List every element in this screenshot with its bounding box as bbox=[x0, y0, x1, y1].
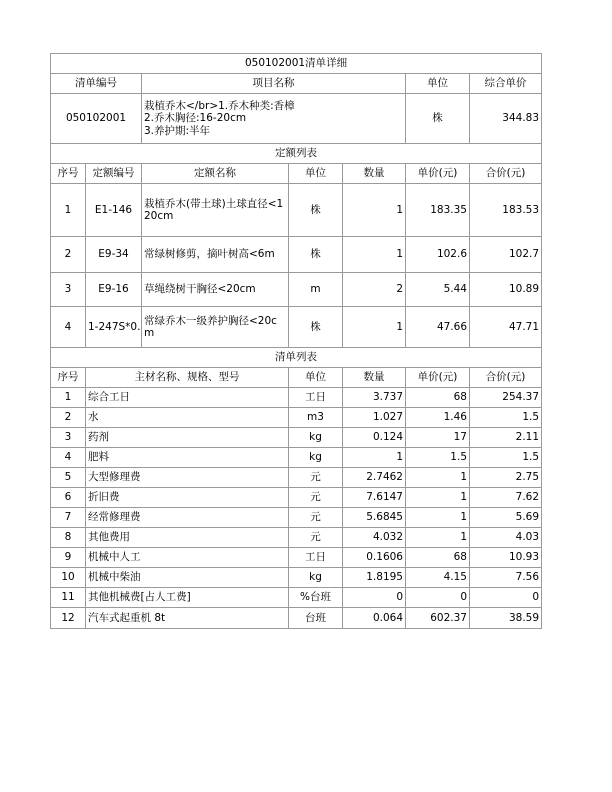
quota-no: 1 bbox=[51, 184, 86, 237]
material-name: 汽车式起重机 8t bbox=[86, 608, 289, 629]
quota-header-cell: 数量 bbox=[343, 164, 406, 184]
material-unit: m3 bbox=[289, 408, 343, 428]
quota-price: 5.44 bbox=[406, 273, 470, 307]
price-header: 综合单价 bbox=[470, 74, 542, 94]
material-no: 3 bbox=[51, 428, 86, 448]
material-name: 肥料 bbox=[86, 448, 289, 468]
quota-header-cell: 合价(元) bbox=[470, 164, 542, 184]
material-price: 1 bbox=[406, 528, 470, 548]
material-total: 1.5 bbox=[470, 408, 542, 428]
quota-header-cell: 单价(元) bbox=[406, 164, 470, 184]
material-no: 5 bbox=[51, 468, 86, 488]
material-header-row bbox=[51, 368, 542, 388]
quota-section-title: 定额列表 bbox=[51, 144, 542, 164]
table-row bbox=[51, 237, 542, 273]
material-qty: 0.124 bbox=[343, 428, 406, 448]
table-title: 050102001清单详细 bbox=[51, 54, 542, 74]
table-row bbox=[51, 428, 542, 448]
table-row bbox=[51, 608, 542, 629]
quota-header-cell: 单位 bbox=[289, 164, 343, 184]
item-name bbox=[142, 94, 406, 144]
table-row bbox=[51, 388, 542, 408]
material-no: 9 bbox=[51, 548, 86, 568]
item-code: 050102001 bbox=[51, 94, 142, 144]
material-unit: 元 bbox=[289, 488, 343, 508]
material-unit: 元 bbox=[289, 468, 343, 488]
material-header-cell: 单价(元) bbox=[406, 368, 470, 388]
table-row bbox=[51, 273, 542, 307]
quota-no: 2 bbox=[51, 237, 86, 273]
material-total: 5.69 bbox=[470, 508, 542, 528]
quota-price: 47.66 bbox=[406, 307, 470, 348]
table-row bbox=[51, 508, 542, 528]
material-qty: 7.6147 bbox=[343, 488, 406, 508]
material-total: 38.59 bbox=[470, 608, 542, 629]
material-no: 8 bbox=[51, 528, 86, 548]
table-row bbox=[51, 184, 542, 237]
material-qty: 1.8195 bbox=[343, 568, 406, 588]
quota-name: 常绿乔木一级养护胸径<20cm bbox=[142, 307, 289, 348]
material-price: 68 bbox=[406, 548, 470, 568]
material-unit: kg bbox=[289, 428, 343, 448]
item-unit: 株 bbox=[406, 94, 470, 144]
material-price: 1 bbox=[406, 508, 470, 528]
material-qty: 0.064 bbox=[343, 608, 406, 629]
quota-qty: 1 bbox=[343, 307, 406, 348]
material-no: 1 bbox=[51, 388, 86, 408]
quota-header-cell: 定额编号 bbox=[86, 164, 142, 184]
quota-unit: m bbox=[289, 273, 343, 307]
quota-unit: 株 bbox=[289, 307, 343, 348]
item-name-line: 栽植乔木</br>1.乔木种类:香樟 bbox=[144, 100, 295, 113]
quota-code: E9-16 bbox=[86, 273, 142, 307]
material-header-cell: 数量 bbox=[343, 368, 406, 388]
material-qty: 0 bbox=[343, 588, 406, 608]
material-price: 68 bbox=[406, 388, 470, 408]
material-no: 10 bbox=[51, 568, 86, 588]
table-row bbox=[51, 588, 542, 608]
quota-qty: 1 bbox=[343, 237, 406, 273]
table-row bbox=[51, 307, 542, 348]
material-no: 2 bbox=[51, 408, 86, 428]
material-total: 0 bbox=[470, 588, 542, 608]
material-qty: 5.6845 bbox=[343, 508, 406, 528]
material-price: 0 bbox=[406, 588, 470, 608]
material-price: 1.5 bbox=[406, 448, 470, 468]
code-header: 清单编号 bbox=[51, 74, 142, 94]
material-unit: kg bbox=[289, 448, 343, 468]
quota-header-cell: 定额名称 bbox=[142, 164, 289, 184]
quota-header-row bbox=[51, 164, 542, 184]
table-row bbox=[51, 528, 542, 548]
quota-total: 102.7 bbox=[470, 237, 542, 273]
material-qty: 2.7462 bbox=[343, 468, 406, 488]
material-price: 1.46 bbox=[406, 408, 470, 428]
material-name: 经常修理费 bbox=[86, 508, 289, 528]
material-no: 6 bbox=[51, 488, 86, 508]
quota-qty: 2 bbox=[343, 273, 406, 307]
quota-code: E1-146 bbox=[86, 184, 142, 237]
material-header-cell: 序号 bbox=[51, 368, 86, 388]
material-unit: 工日 bbox=[289, 548, 343, 568]
material-price: 17 bbox=[406, 428, 470, 448]
material-name: 大型修理费 bbox=[86, 468, 289, 488]
bill-detail-table bbox=[50, 53, 542, 629]
material-name: 其他机械费[占人工费] bbox=[86, 588, 289, 608]
material-total: 1.5 bbox=[470, 448, 542, 468]
material-total: 254.37 bbox=[470, 388, 542, 408]
material-header-cell: 合价(元) bbox=[470, 368, 542, 388]
unit-header: 单位 bbox=[406, 74, 470, 94]
quota-qty: 1 bbox=[343, 184, 406, 237]
material-unit: 台班 bbox=[289, 608, 343, 629]
table-row bbox=[51, 408, 542, 428]
material-qty: 4.032 bbox=[343, 528, 406, 548]
quota-name: 草绳绕树干胸径<20cm bbox=[142, 273, 289, 307]
material-name: 综合工日 bbox=[86, 388, 289, 408]
quota-unit: 株 bbox=[289, 237, 343, 273]
quota-no: 3 bbox=[51, 273, 86, 307]
material-name: 机械中柴油 bbox=[86, 568, 289, 588]
material-name: 折旧费 bbox=[86, 488, 289, 508]
quota-name: 常绿树修剪，摘叶树高<6m bbox=[142, 237, 289, 273]
material-header-cell: 单位 bbox=[289, 368, 343, 388]
material-price: 1 bbox=[406, 488, 470, 508]
name-header: 项目名称 bbox=[142, 74, 406, 94]
material-price: 602.37 bbox=[406, 608, 470, 629]
quota-code: 1-247S*0. bbox=[86, 307, 142, 348]
quota-unit: 株 bbox=[289, 184, 343, 237]
material-total: 4.03 bbox=[470, 528, 542, 548]
material-no: 4 bbox=[51, 448, 86, 468]
material-price: 1 bbox=[406, 468, 470, 488]
material-no: 7 bbox=[51, 508, 86, 528]
material-name: 水 bbox=[86, 408, 289, 428]
table-row bbox=[51, 448, 542, 468]
item-name-line: 2.乔木胸径:16-20cm bbox=[144, 112, 247, 125]
material-no: 12 bbox=[51, 608, 86, 629]
material-name: 其他费用 bbox=[86, 528, 289, 548]
quota-total: 47.71 bbox=[470, 307, 542, 348]
material-unit: 元 bbox=[289, 528, 343, 548]
quota-name: 栽植乔木(带土球)土球直径<120cm bbox=[142, 184, 289, 237]
quota-header-cell: 序号 bbox=[51, 164, 86, 184]
table-row bbox=[51, 488, 542, 508]
material-total: 7.62 bbox=[470, 488, 542, 508]
item-name-line: 3.养护期:半年 bbox=[144, 124, 211, 137]
material-price: 4.15 bbox=[406, 568, 470, 588]
material-total: 2.11 bbox=[470, 428, 542, 448]
material-qty: 3.737 bbox=[343, 388, 406, 408]
table-row bbox=[51, 548, 542, 568]
material-unit: 工日 bbox=[289, 388, 343, 408]
material-qty: 0.1606 bbox=[343, 548, 406, 568]
quota-total: 183.53 bbox=[470, 184, 542, 237]
table-row bbox=[51, 468, 542, 488]
material-name: 机械中人工 bbox=[86, 548, 289, 568]
quota-total: 10.89 bbox=[470, 273, 542, 307]
quota-no: 4 bbox=[51, 307, 86, 348]
material-qty: 1 bbox=[343, 448, 406, 468]
material-qty: 1.027 bbox=[343, 408, 406, 428]
quota-price: 183.35 bbox=[406, 184, 470, 237]
material-no: 11 bbox=[51, 588, 86, 608]
item-price: 344.83 bbox=[470, 94, 542, 144]
material-total: 2.75 bbox=[470, 468, 542, 488]
material-unit: %台班 bbox=[289, 588, 343, 608]
material-header-cell: 主材名称、规格、型号 bbox=[86, 368, 289, 388]
material-unit: kg bbox=[289, 568, 343, 588]
material-name: 药剂 bbox=[86, 428, 289, 448]
table-row bbox=[51, 568, 542, 588]
quota-code: E9-34 bbox=[86, 237, 142, 273]
material-total: 7.56 bbox=[470, 568, 542, 588]
quota-price: 102.6 bbox=[406, 237, 470, 273]
material-section-title: 清单列表 bbox=[51, 348, 542, 368]
material-unit: 元 bbox=[289, 508, 343, 528]
material-total: 10.93 bbox=[470, 548, 542, 568]
